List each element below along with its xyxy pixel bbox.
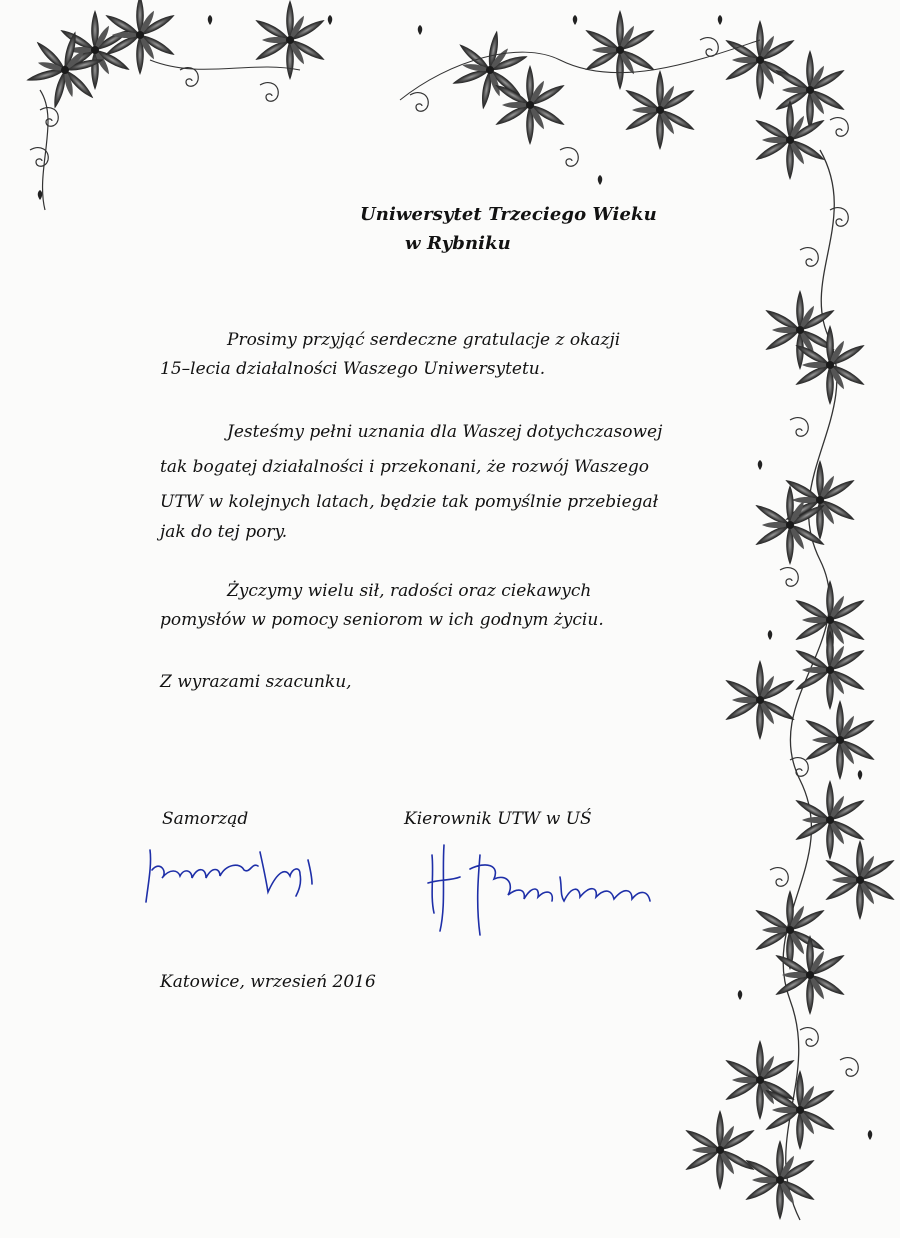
place-and-date: Katowice, wrzesień 2016 [160,972,376,992]
paragraph-3-line-2: pomysłów w pomocy seniorom w ich godnym życiu. [160,610,604,630]
recipient-city: w Rybniku [405,233,511,254]
handwritten-signature-left [140,840,340,910]
paragraph-3-line-1: Życzymy wielu sił, radości oraz ciekawych [227,581,592,601]
paragraph-1-line-1: Prosimy przyjąć serdeczne gratulacje z okazji [227,330,621,350]
signature-title-right: Kierownik UTW w UŚ [404,809,592,829]
paragraph-1-line-2: 15–lecia działalności Waszego Uniwersytetu. [160,359,546,379]
signature-title-left: Samorząd [162,809,249,829]
paragraph-2-line-2: tak bogatej działalności i przekonani, że rozwój Waszego [160,457,650,477]
recipient-name: Uniwersytet Trzeciego Wieku [360,204,657,225]
paragraph-2-line-3: UTW w kolejnych latach, będzie tak pomyślnie przebiegał [160,492,659,512]
closing-phrase: Z wyrazami szacunku, [160,672,352,692]
handwritten-signature-right [420,835,680,945]
paragraph-2-line-4: jak do tej pory. [160,522,288,542]
paragraph-2-line-1: Jesteśmy pełni uznania dla Waszej dotychczasowej [227,422,663,442]
